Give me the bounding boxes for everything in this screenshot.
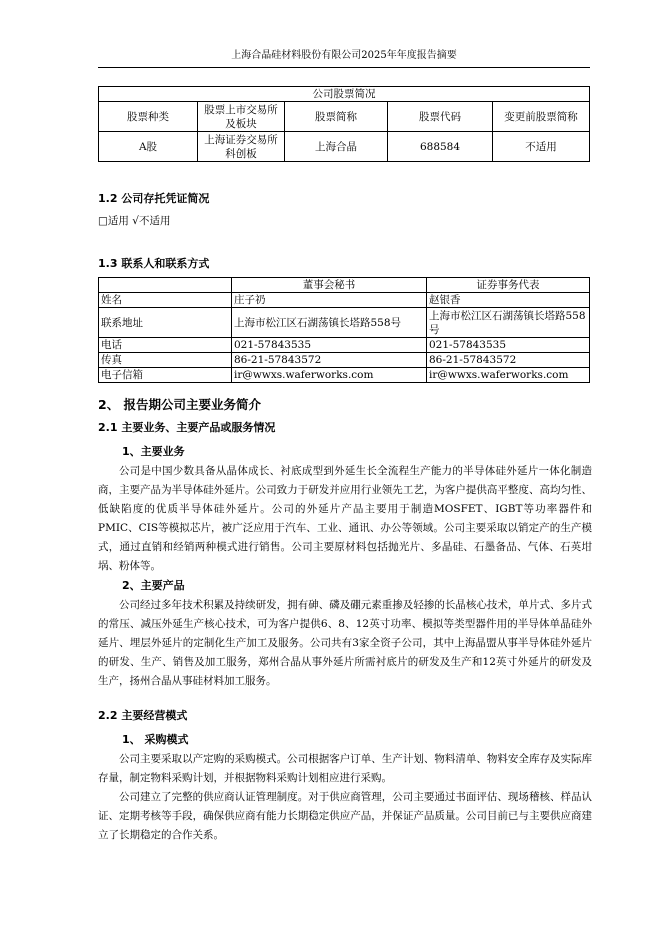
subsection-title: 1、 采购模式 xyxy=(122,733,189,746)
table-row xyxy=(99,338,590,353)
subsection-heading: 2.1 主要业务、主要产品或服务情况 xyxy=(98,421,276,434)
row-label: 联系地址 xyxy=(99,308,232,338)
subsection-heading: 2.2 主要经营模式 xyxy=(98,709,188,722)
applicability-options: □适用 √不适用 xyxy=(98,215,171,227)
column-header: 股票简称 xyxy=(285,102,388,132)
paragraph: 公司建立了完整的供应商认证管理制度。对于供应商管理，公司主要通过书面评估、现场稽核、样品认证、定期考核等手段，确保供应商有能力长期稳定供应产品，并保证产品质量。公司目前已与主要供应商建立了长期稳定的合作关系。 xyxy=(98,791,592,841)
table-cell: 上海合晶 xyxy=(285,132,388,162)
subsection-title: 2、主要产品 xyxy=(122,579,185,592)
row-label: 电话 xyxy=(99,338,232,353)
table-cell: ir@wwxs.waferworks.com xyxy=(427,368,590,383)
column-header: 证券事务代表 xyxy=(427,278,590,293)
table-cell: ir@wwxs.waferworks.com xyxy=(232,368,427,383)
table-row xyxy=(99,368,590,383)
column-header xyxy=(99,278,232,293)
row-label: 姓名 xyxy=(99,293,232,308)
paragraph: 公司是中国少数具备从晶体成长、衬底成型到外延生长全流程生产能力的半导体硅外延片一体化制造商，主要产品为半导体硅外延片。公司致力于研发并应用行业领先工艺，为客户提供高平整度、高均匀性、低缺陷度的优质半导体硅外延片。公司的外延片产品主要用于制造MOSFET、IGBT等功率器件和PMIC、CIS等模拟芯片，被广泛应用于汽车、工业、通讯、办公等领域。公司主要采取以销定产的生产模式，通过直销和经销两种模式进行销售。公司主要原材料包括抛光片、多晶硅、石墨备品、气体、石英坩埚、粉体等。 xyxy=(98,465,592,572)
table-row xyxy=(99,353,590,368)
stock-overview-table xyxy=(98,86,590,162)
table-cell: 021-57843535 xyxy=(427,338,590,353)
table-cell: 不适用 xyxy=(493,132,590,162)
column-header: 股票种类 xyxy=(99,102,198,132)
page-header: 上海合晶硅材料股份有限公司2025年年度报告摘要 xyxy=(98,46,590,68)
stock-table-title: 公司股票简况 xyxy=(99,87,590,102)
table-cell: 庄子礽 xyxy=(232,293,427,308)
column-header: 股票代码 xyxy=(388,102,493,132)
table-cell: 上海证券交易所科创板 xyxy=(198,132,285,162)
paragraph: 公司主要采取以产定购的采购模式。公司根据客户订单、生产计划、物料清单、物料安全库存及实际库存量，制定物料采购计划，并根据物料采购计划相应进行采购。 xyxy=(98,753,592,784)
section-heading: 2、 报告期公司主要业务简介 xyxy=(98,397,262,412)
subsection-title: 1、主要业务 xyxy=(122,445,185,458)
table-cell: 上海市松江区石湖荡镇长塔路558号 xyxy=(427,308,590,338)
table-cell: 赵银香 xyxy=(427,293,590,308)
table-row xyxy=(99,132,590,162)
contact-table xyxy=(98,277,590,383)
section-heading: 1.3 联系人和联系方式 xyxy=(98,257,210,270)
column-header: 股票上市交易所及板块 xyxy=(198,102,285,132)
section-heading: 1.2 公司存托凭证简况 xyxy=(98,192,210,205)
table-row xyxy=(99,293,590,308)
row-label: 电子信箱 xyxy=(99,368,232,383)
table-cell: 86-21-57843572 xyxy=(427,353,590,368)
table-cell: 86-21-57843572 xyxy=(232,353,427,368)
column-header: 董事会秘书 xyxy=(232,278,427,293)
table-cell: A股 xyxy=(99,132,198,162)
table-cell: 上海市松江区石湖荡镇长塔路558号 xyxy=(232,308,427,338)
table-row xyxy=(99,308,590,338)
paragraph: 公司经过多年技术积累及持续研发，拥有砷、磷及硼元素重掺及轻掺的长晶核心技术，单片式、多片式的常压、减压外延生产核心技术，可为客户提供6、8、12英寸功率、模拟等类型器件用的半导体单晶硅外延片、埋层外延片的定制化生产加工及服务。公司共有3家全资子公司，其中上海晶盟从事半导体硅外延片的研发、生产、销售及加工服务，郑州合晶从事外延片所需衬底片的研发及生产和12英寸外延片的研发及生产，扬州合晶从事硅材料加工服务。 xyxy=(98,599,592,687)
table-cell: 688584 xyxy=(388,132,493,162)
column-header: 变更前股票简称 xyxy=(493,102,590,132)
row-label: 传真 xyxy=(99,353,232,368)
table-cell: 021-57843535 xyxy=(232,338,427,353)
